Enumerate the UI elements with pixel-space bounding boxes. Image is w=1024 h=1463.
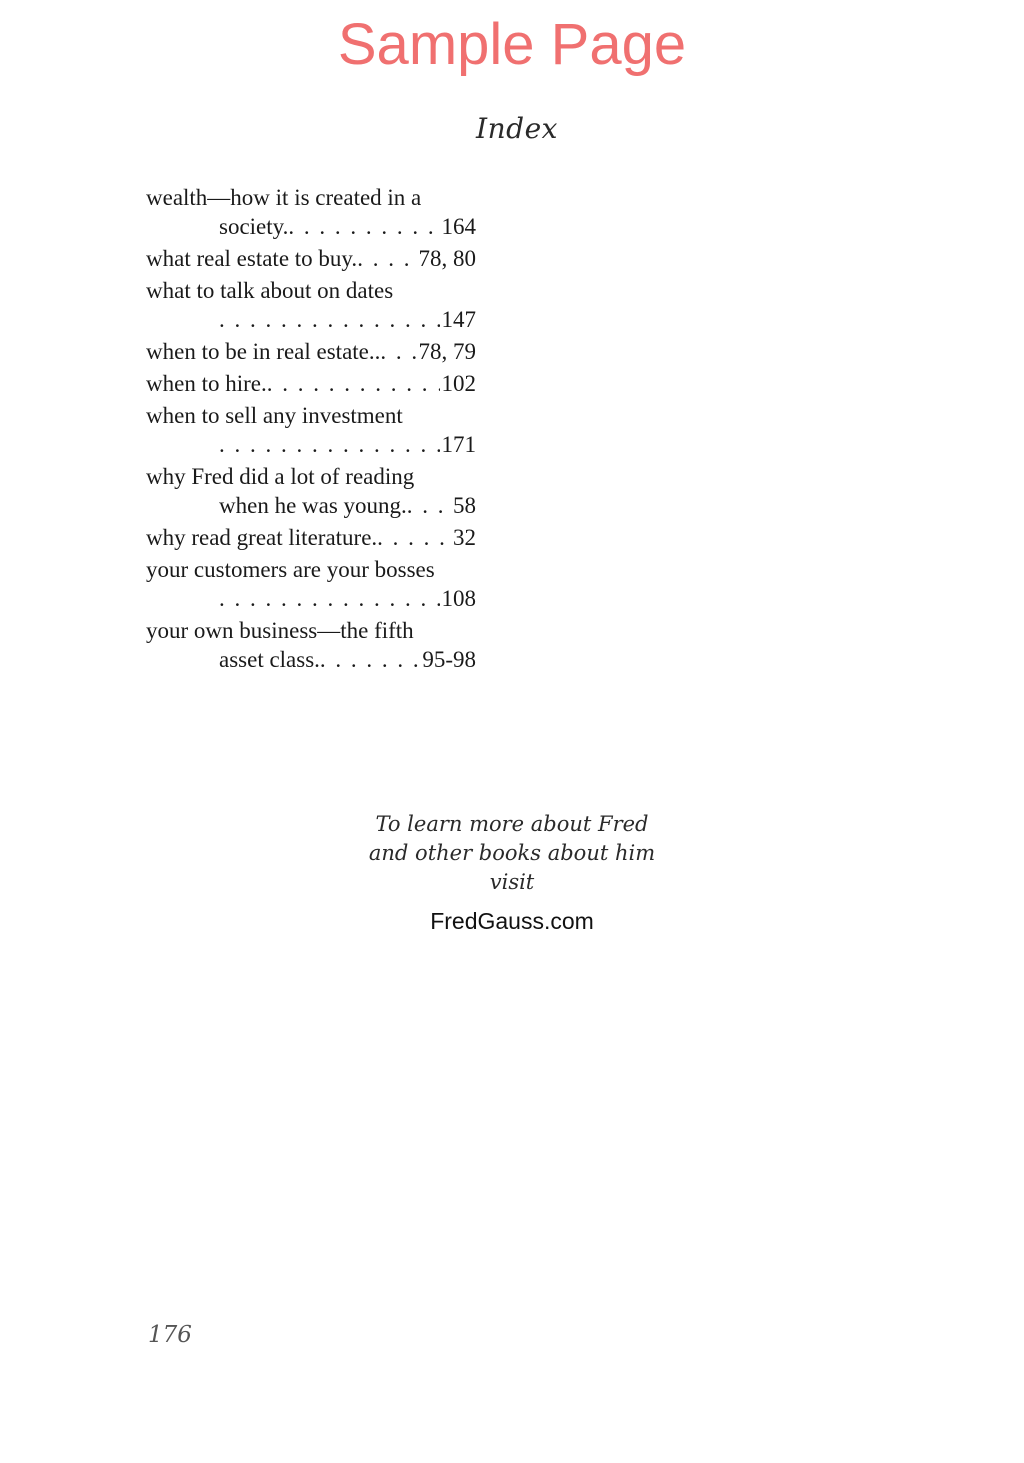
index-heading: Index [476, 112, 558, 145]
index-entry [146, 244, 476, 273]
index-entry [146, 276, 476, 334]
entry-term: your customers are your bosses [146, 557, 435, 582]
index-entry [146, 337, 476, 366]
index-entry [146, 462, 476, 520]
leader-dots [380, 337, 416, 366]
learn-more-line-1: To learn more about Fred [375, 812, 649, 836]
leader-dots [377, 523, 451, 552]
entry-term: your own business—the fifth [146, 618, 414, 643]
entry-page: 78, 79 [418, 339, 476, 364]
entry-page: 108 [441, 586, 476, 611]
leader-dots [267, 369, 440, 398]
entry-term-continued: society. [219, 214, 289, 239]
entry-term: when to be in real estate.. [146, 339, 381, 364]
entry-page: 58 [453, 493, 476, 518]
entry-term: what real estate to buy. [146, 246, 358, 271]
index-entry [146, 555, 476, 613]
entry-page: 164 [441, 214, 476, 239]
entry-term-continued: asset class. [219, 647, 320, 672]
leader-dots [219, 430, 440, 459]
entry-term: why Fred did a lot of reading [146, 464, 415, 489]
index-entries [146, 183, 476, 677]
entry-term: when to hire. [146, 371, 267, 396]
index-entry [146, 369, 476, 398]
leader-dots [320, 645, 420, 674]
entry-page: 32 [453, 525, 476, 550]
index-entry [146, 401, 476, 459]
entry-term: when to sell any investment [146, 403, 403, 428]
learn-more-line-2: and other books about him [368, 841, 656, 865]
entry-term-continued: when he was young. [219, 493, 407, 518]
entry-page: 95-98 [422, 647, 476, 672]
leader-dots [288, 212, 439, 241]
entry-term: what to talk about on dates [146, 278, 394, 303]
leader-dots [219, 584, 440, 613]
learn-more-note [0, 810, 1024, 897]
index-entry [146, 183, 476, 241]
page-number: 176 [148, 1322, 192, 1348]
leader-dots [357, 244, 416, 273]
leader-dots [407, 491, 451, 520]
sample-page-watermark: Sample Page [337, 12, 687, 77]
index-entry [146, 523, 476, 552]
website-link[interactable]: FredGauss.com [430, 908, 594, 934]
entry-term: wealth—how it is created in a [146, 185, 422, 210]
entry-page: 78, 80 [418, 246, 476, 271]
entry-page: 171 [441, 432, 476, 457]
learn-more-line-3: visit [489, 870, 535, 894]
entry-page: 102 [441, 371, 476, 396]
leader-dots [219, 305, 440, 334]
entry-term: why read great literature. [146, 525, 378, 550]
entry-page: 147 [441, 307, 476, 332]
index-entry [146, 616, 476, 674]
